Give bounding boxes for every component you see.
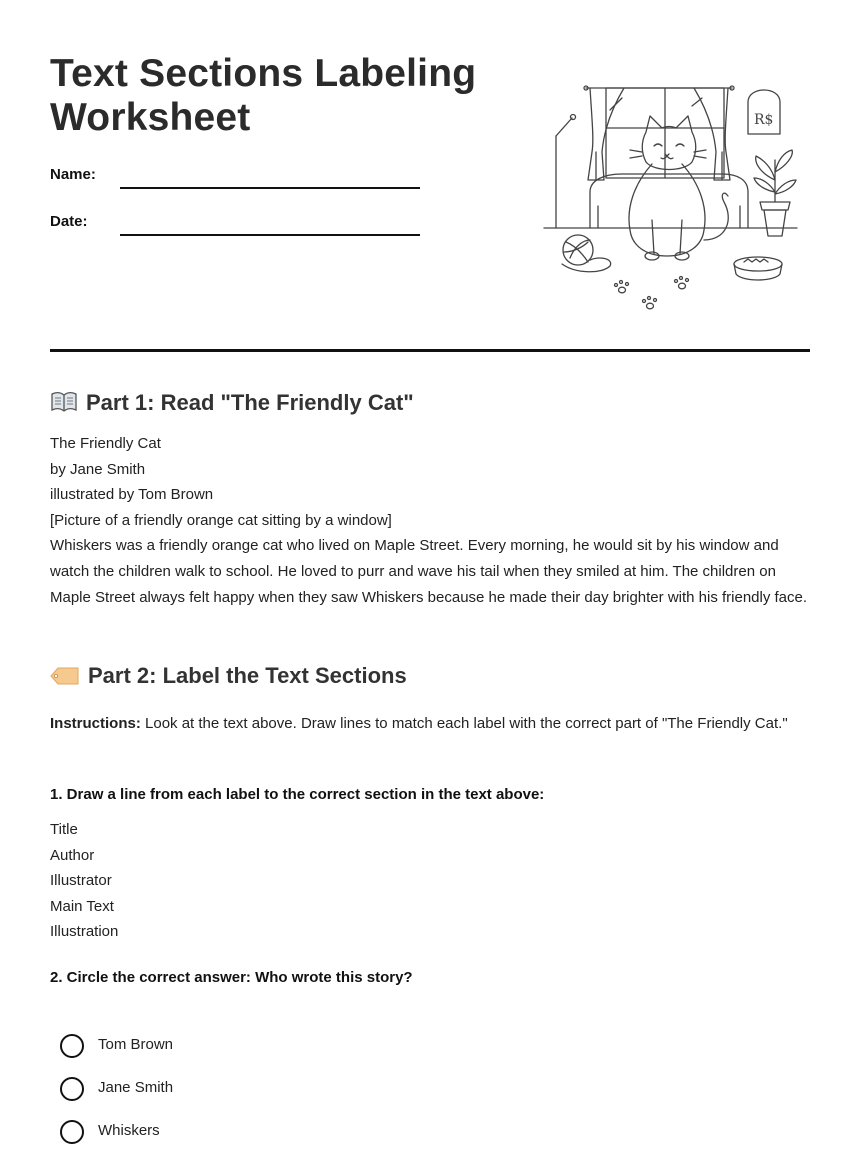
- open-book-icon: [50, 391, 78, 413]
- label-illustrator[interactable]: Illustrator: [50, 872, 112, 890]
- question-2: 2. Circle the correct answer: Who wrote this story?: [50, 969, 413, 986]
- label-author[interactable]: Author: [50, 846, 95, 864]
- radio-circle[interactable]: [60, 1077, 84, 1101]
- story-main-paragraph: Whiskers was a friendly orange cat who lived on Maple Street. Every morning, he would sit by his window and watch the children walk to school. He loved to purr and wave his tail when they smiled at him. The children on Maple Street always felt happy when they saw Whiskers because he made their day brighter with his friendly face.: [50, 537, 808, 606]
- cat-by-window-illustration: [542, 80, 802, 320]
- option-label: Whiskers: [98, 1122, 160, 1139]
- label-main-text[interactable]: Main Text: [50, 897, 114, 915]
- name-write-line[interactable]: [120, 187, 420, 189]
- date-write-line[interactable]: [120, 234, 420, 236]
- label-title[interactable]: Title: [50, 821, 78, 838]
- part1-heading: [50, 390, 414, 416]
- name-label: Name:: [50, 166, 96, 183]
- story-title-line: The Friendly Cat: [50, 435, 161, 452]
- story-text: [50, 431, 810, 610]
- part1-heading-text: Part 1: Read "The Friendly Cat": [86, 390, 414, 415]
- radio-circle[interactable]: [60, 1120, 84, 1144]
- instructions-label: Instructions:: [50, 715, 141, 732]
- page-title: Text Sections Labeling Worksheet: [50, 52, 477, 139]
- question-1: 1. Draw a line from each label to the correct section in the text above:: [50, 786, 545, 803]
- svg-text:R$: R$: [754, 112, 774, 128]
- option-label: Tom Brown: [98, 1036, 174, 1053]
- part2-heading-text: Part 2: Label the Text Sections: [88, 663, 407, 688]
- radio-circle[interactable]: [60, 1034, 84, 1058]
- label-tag-icon: [50, 666, 80, 686]
- part2-heading: [50, 663, 407, 689]
- story-illustrator-line: illustrated by Tom Brown: [50, 486, 214, 504]
- story-author-line: by Jane Smith: [50, 460, 146, 478]
- instructions-text: Look at the text above. Draw lines to match each label with the correct part of "The Friendly Cat.": [140, 715, 788, 732]
- worksheet-page: [50, 0, 810, 1139]
- date-label: Date:: [50, 213, 88, 230]
- instructions: [50, 711, 810, 737]
- label-illustration[interactable]: Illustration: [50, 923, 119, 941]
- story-picture-line: [Picture of a friendly orange cat sitting by a window]: [50, 511, 392, 529]
- worksheet-header: [50, 0, 810, 352]
- option-label: Jane Smith: [98, 1079, 174, 1096]
- label-list: [50, 817, 810, 945]
